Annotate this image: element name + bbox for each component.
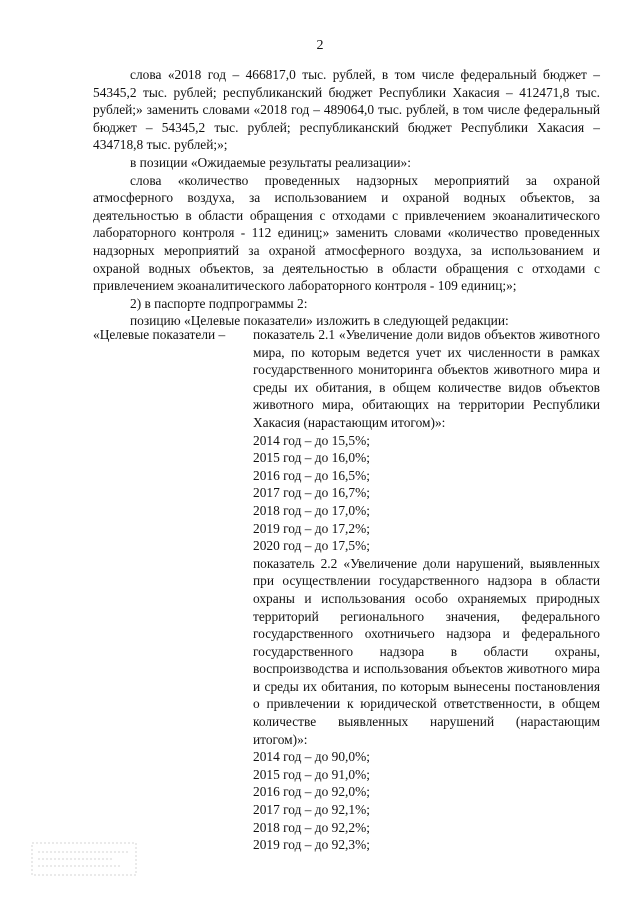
paragraph-subprogram-2-heading: 2) в паспорте подпрограммы 2: — [130, 295, 308, 311]
paragraph-inspections-amendment: слова «количество проведенных надзорных мероприятий за охраной атмосферного воздуха, за использованием и охраной водных объектов, за деятельностью в области обращения с отходами с привлечением экоаналитического лабораторного контроля - 112 единиц;» заменить словами «количество проведенных надзорных мероприятий за охраной атмосферного воздуха, за использованием и охраной водных объектов, за деятельностью в области обращения с отходами с привлечением экоаналитического лабораторного контроля - 109 единиц;»; — [93, 172, 600, 294]
indicator-2-1-year: 2019 год – до 17,2%; — [253, 520, 370, 536]
indicator-2-1-text: показатель 2.1 «Увеличение доли видов объектов животного мира, по которым ведется учет их численности в рамках государственного мониторинга объектов животного мира и среды их обитания, в общем количестве видов объектов животного мира, обитающих на территории Республики Хакасия (нарастающим итогом)»: — [253, 327, 600, 430]
indicator-2-2-text: показатель 2.2 «Увеличение доли нарушений, выявленных при осуществлении государственного надзора в области охраны и использования особо охраняемых природных территорий регионального значения, федерального государственного охотничьего надзора и федерального государственного надзора в области охраны, воспроизводства и использования объектов животного мира и среды их обитания, по которым вынесены постановления о привлечении к юридической ответственности, в общем количестве выявленных нарушений (нарастающим итогом)»: — [253, 555, 600, 747]
target-indicators-label: «Целевые показатели – — [93, 327, 226, 342]
indicator-2-2-year: 2017 год – до 92,1%; — [253, 802, 370, 818]
indicator-2-2-year: 2019 год – до 92,3%; — [253, 837, 370, 853]
paragraph-target-indicators-intro: позицию «Целевые показатели» изложить в следующей редакции: — [130, 313, 509, 329]
paragraph-expected-results-heading: в позиции «Ожидаемые результаты реализации»: — [130, 154, 411, 170]
indicator-2-1-year: 2014 год – до 15,5%; — [253, 432, 370, 448]
indicator-2-1-year: 2016 год – до 16,5%; — [253, 467, 370, 483]
paragraph-budget-amendment: слова «2018 год – 466817,0 тыс. рублей, в том числе федеральный бюджет – 54345,2 тыс. рублей; республиканский бюджет Республики Хакасия – 412471,8 тыс. рублей;» заменить словами «2018 год – 489064,0 тыс. рублей, в том числе федеральный бюджет – 54345,2 тыс. рублей; республиканский бюджет Республики Хакасия – 434718,8 тыс. рублей;»; — [93, 67, 600, 153]
indicator-2-1-year: 2018 год – до 17,0%; — [253, 502, 370, 518]
faint-stamp-mark — [30, 840, 138, 878]
indicator-2-2-year: 2015 год – до 91,0%; — [253, 766, 370, 782]
document-body — [93, 66, 600, 330]
indicator-2-1-year: 2020 год – до 17,5%; — [253, 538, 370, 554]
indicator-2-1-year: 2015 год – до 16,0%; — [253, 450, 370, 466]
indicator-2-2-year: 2018 год – до 92,2%; — [253, 819, 370, 835]
page-number: 2 — [316, 38, 324, 53]
indicator-2-1-year: 2017 год – до 16,7%; — [253, 485, 370, 501]
target-indicators-content — [253, 326, 600, 854]
indicator-2-2-year: 2016 год – до 92,0%; — [253, 784, 370, 800]
indicator-2-2-year: 2014 год – до 90,0%; — [253, 749, 370, 765]
